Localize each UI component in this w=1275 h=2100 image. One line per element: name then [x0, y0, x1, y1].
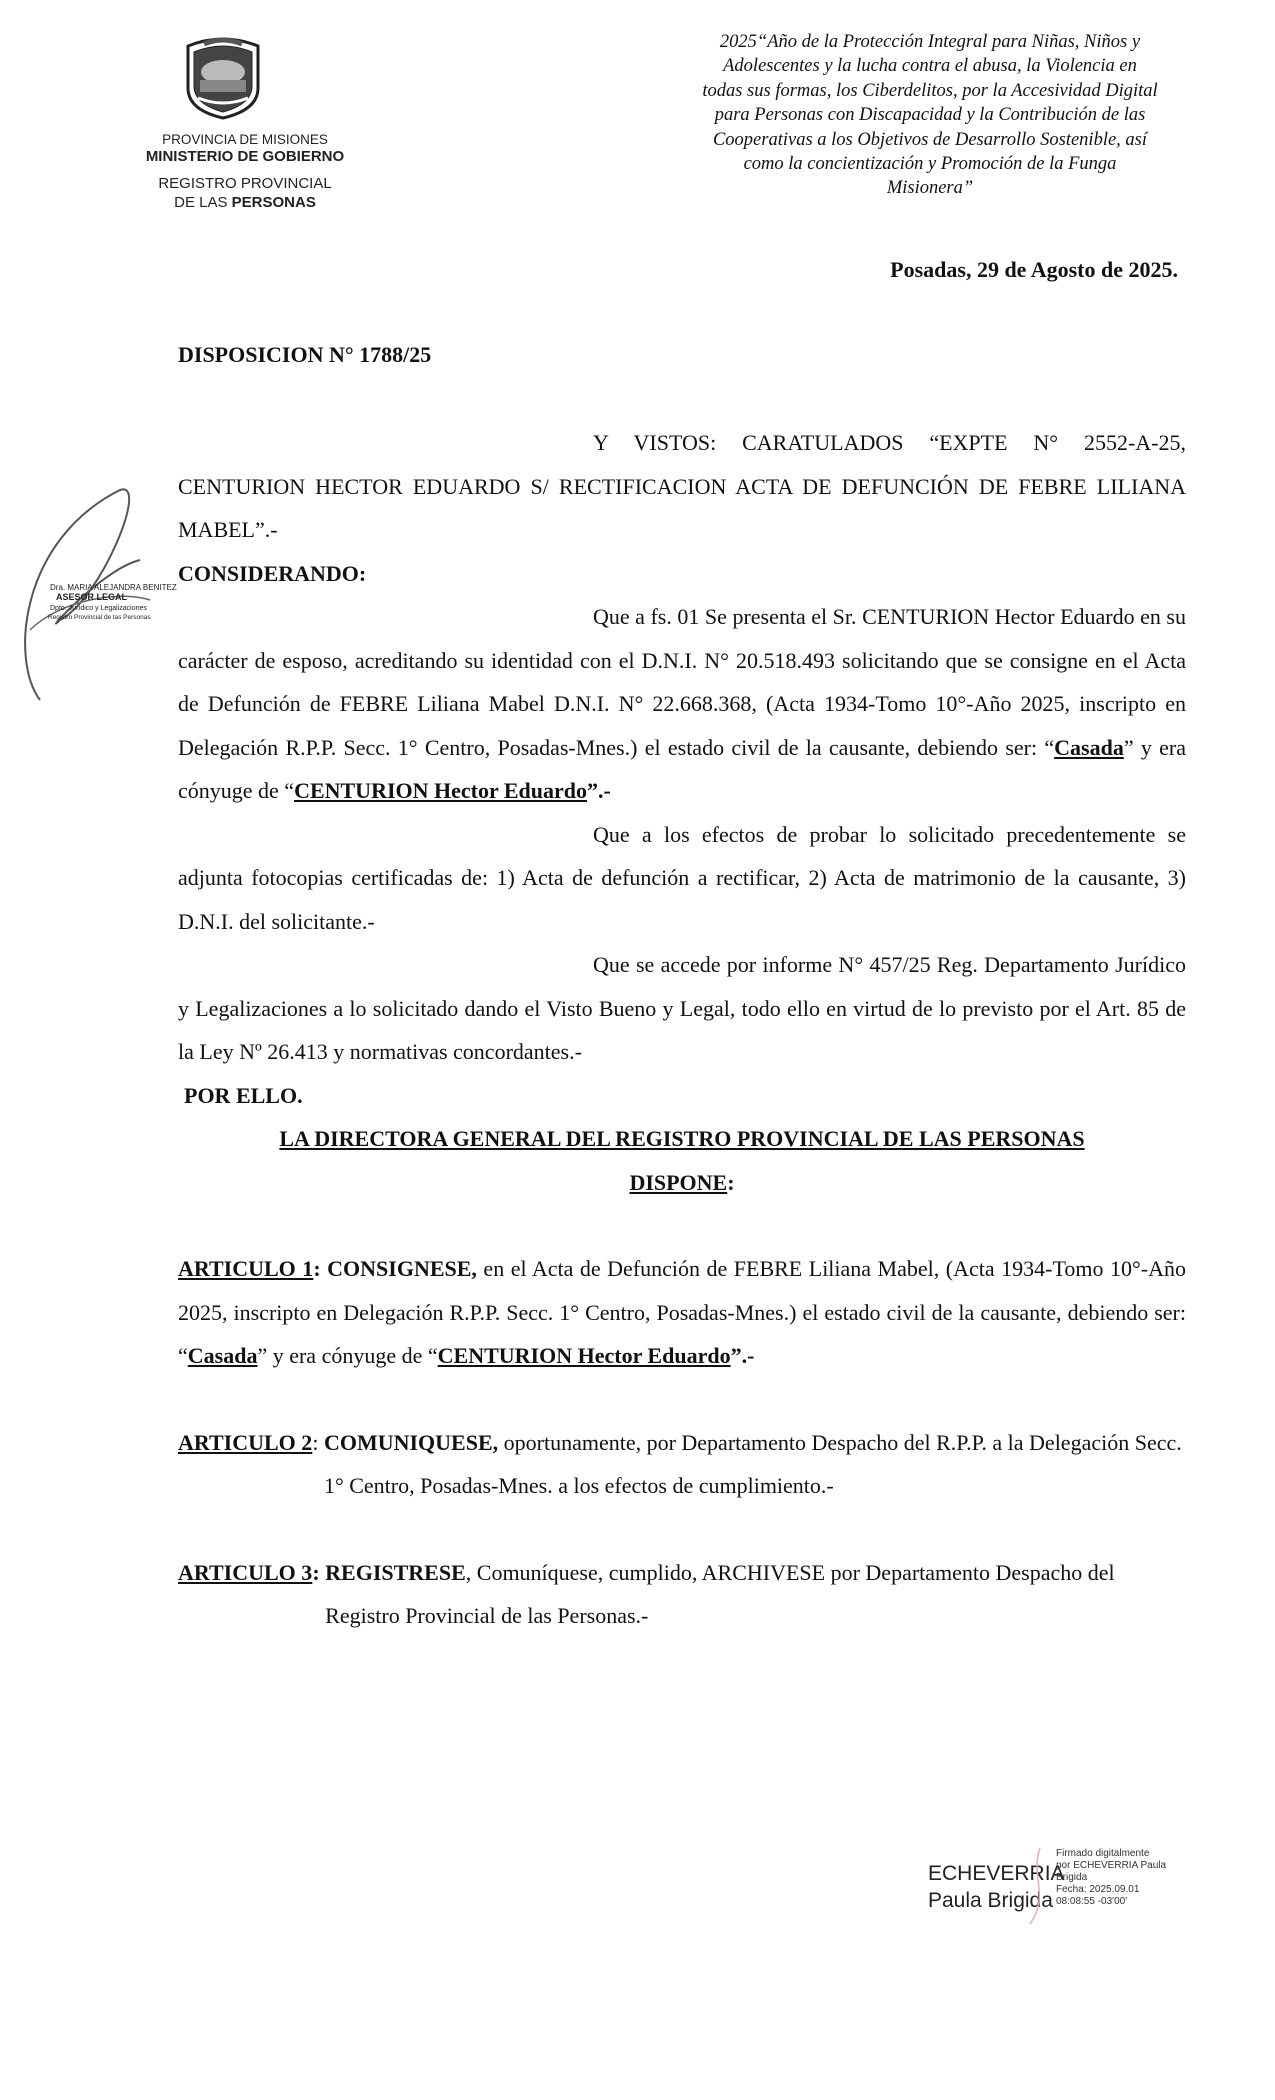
- considerando-paragraph-1: Que a fs. 01 Se presenta el Sr. CENTURION Hector Eduardo en su carácter de esposo, acreditando su identidad con el D.N.I. N° 20.518.493 solicitando que se consigne en el Acta de Defunción de FEBRE Liliana Mabel D.N.I. N° 22.668.368, (Acta 1934-Tomo 10°-Año 2025, inscripto en Delegación R.P.P. Secc. 1° Centro, Posadas-Mnes.) el estado civil de la causante, debiendo ser: “Casada” y era cónyuge de “CENTURION Hector Eduardo”.-: [178, 604, 1186, 803]
- legal-advisor-stamp: [0, 480, 180, 720]
- document-date: Posadas, 29 de Agosto de 2025.: [890, 257, 1178, 282]
- directora-heading: LA DIRECTORA GENERAL DEL REGISTRO PROVINCIAL DE LAS PERSONAS: [279, 1126, 1085, 1151]
- year-motto: 2025“Año de la Protección Integral para Niñas, Niños y Adolescentes y la lucha contra el abusa, la Violencia en todas sus formas, los Ciberdelitos, por la Accesividad Digital para Personas con Discapacidad y la Contribución de las Cooperativas a los Objetivos de Desarrollo Sostenible, así como la concientización y Promoción de la Funga Misionera”: [702, 32, 1158, 199]
- document-body: [178, 421, 1186, 1638]
- stamp-line-1: Dra. MARIA ALEJANDRA BENITEZ: [50, 583, 177, 592]
- disposicion-number: DISPOSICION N° 1788/25: [178, 342, 432, 367]
- articulo-1: ARTICULO 1: CONSIGNESE, en el Acta de Defunción de FEBRE Liliana Mabel, (Acta 1934-Tomo 10°-Año 2025, inscripto en Delegación R.P.P. Secc. 1° Centro, Posadas-Mnes.) el estado civil de la causante, debiendo ser: “Casada” y era cónyuge de “CENTURION Hector Eduardo”.-: [178, 1256, 1186, 1368]
- considerando-paragraph-2: Que a los efectos de probar lo solicitado precedentemente se adjunta fotocopias certificadas de: 1) Acta de defunción a rectificar, 2) Acta de matrimonio de la causante, 3) D.N.I. del solicitante.-: [178, 821, 1186, 934]
- registry-label-line1: REGISTRO PROVINCIAL: [158, 175, 332, 192]
- dispone-heading: DISPONE:: [629, 1169, 735, 1195]
- digital-signature-details: Firmado digitalmente por ECHEVERRIA Paula Brigida Fecha: 2025.09.01 08:08:55 -03'00': [1056, 1848, 1167, 1907]
- provincial-coat-of-arms-logo: [178, 36, 268, 120]
- ministry-label: MINISTERIO DE GOBIERNO: [145, 148, 345, 165]
- digital-signature-name: ECHEVERRIA Paula Brigida: [928, 1862, 1065, 1912]
- stamp-line-2: ASESOR LEGAL: [56, 592, 128, 602]
- registry-label-line2: DE LAS PERSONAS: [174, 194, 316, 211]
- articulo-3: ARTICULO 3: REGISTRESE, Comuníquese, cumplido, ARCHIVESE por Departamento Despacho del Registro Provincial de las Personas.-: [178, 1559, 1115, 1628]
- province-label: PROVINCIA DE MISIONES: [162, 132, 328, 147]
- stamp-line-3: Dpto. Jurídico y Legalizaciones: [50, 605, 147, 612]
- vistos-paragraph: Y VISTOS: CARATULADOS “EXPTE N° 2552-A-25, CENTURION HECTOR EDUARDO S/ RECTIFICACION ACTA DE DEFUNCIÓN DE FEBRE LILIANA MABEL”.-: [178, 430, 1186, 542]
- por-ello-label: POR ELLO.: [184, 1082, 303, 1108]
- considerando-paragraph-3: Que se accede por informe N° 457/25 Reg. Departamento Jurídico y Legalizaciones a lo solicitado dando el Visto Bueno y Legal, todo ello en virtud de lo previsto por el Art. 85 de la Ley Nº 26.413 y normativas concordantes.-: [178, 952, 1186, 1064]
- articulo-2: ARTICULO 2: COMUNIQUESE, oportunamente, por Departamento Despacho del R.P.P. a la Delegación Secc. 1° Centro, Posadas-Mnes. a los efectos de cumplimiento.-: [178, 1429, 1182, 1498]
- stamp-line-4: Registro Provincial de las Personas: [48, 614, 151, 621]
- considerando-heading: CONSIDERANDO:: [178, 560, 367, 586]
